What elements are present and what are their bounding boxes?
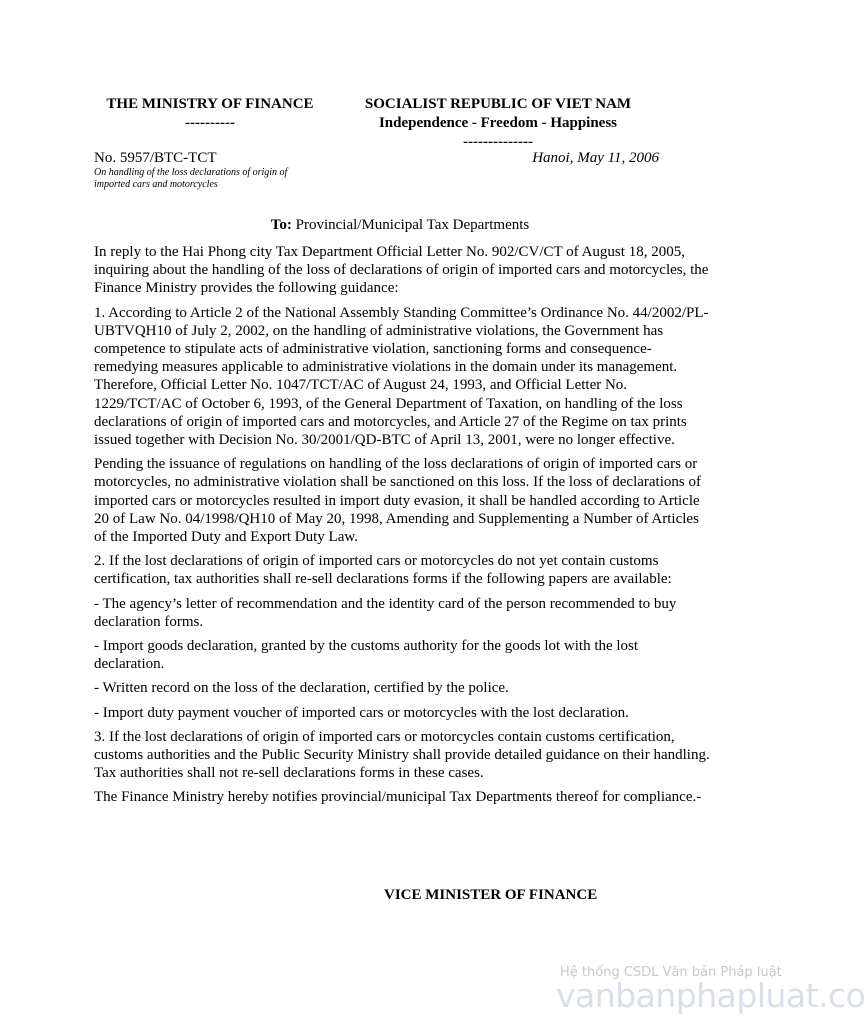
body-paragraph: - Written record on the loss of the declaration, certified by the police.	[94, 680, 509, 697]
body-paragraph: The Finance Ministry hereby notifies provincial/municipal Tax Departments thereof for compliance.-	[94, 789, 702, 806]
watermark-caption: Hệ thống CSDL Văn bản Pháp luật	[560, 965, 782, 980]
body-paragraph: 3. If the lost declarations of origin of imported cars or motorcycles contain customs certification, customs authorities and the Public Security Ministry shall provide detailed guidance on their handling. Tax authorities shall not re-sell declarations forms in these cases.	[94, 728, 710, 782]
body-paragraph: - The agency’s letter of recommendation and the identity card of the person recommended to buy declaration forms.	[94, 595, 677, 630]
ministry-rule: ----------	[185, 115, 235, 131]
body-paragraph: In reply to the Hai Phong city Tax Department Official Letter No. 902/CV/CT of August 18, 2005, inquiring about the handling of the loss of declarations of origin of imported cars and motorcycles, the Finance Ministry provides the following guidance:	[94, 244, 709, 297]
national-motto: Independence - Freedom - Happiness	[378, 115, 618, 131]
body-paragraph: - Import duty payment voucher of imported cars or motorcycles with the lost declaration.	[94, 704, 629, 721]
document-subject: On handling of the loss declarations of origin of imported cars and motorcycles	[94, 167, 288, 190]
recipient-text: Provincial/Municipal Tax Departments	[295, 217, 530, 233]
motto-rule: --------------	[463, 134, 533, 150]
signer-title: VICE MINISTER OF FINANCE	[384, 887, 598, 903]
body-paragraph: 1. According to Article 2 of the National Assembly Standing Committee’s Ordinance No. 44/2002/PL-UBTVQH10 of July 2, 2002, on the handling of administrative violations, the Government has competence to stipulate acts of administrative violation, sanctioning forms and consequence-remedying measures applicable to administrative violations in the domain under its management. Therefore, Official Letter No. 1047/TCT/AC of August 24, 1993, and Official Letter No. 1229/TCT/AC of October 6, 1993, of the General Department of Taxation, on handling of the loss declarations of origin of imported cars and motorcycles, and Article 27 of the Regime on tax prints issued together with Decision No. 30/2001/QD-BTC of April 13, 2001, were no longer effective.	[94, 304, 709, 449]
place-date: Hanoi, May 11, 2006	[532, 150, 659, 166]
ministry-header	[98, 95, 322, 133]
to-label: To:	[270, 217, 292, 233]
national-header	[352, 95, 644, 152]
body-paragraph: 2. If the lost declarations of origin of imported cars or motorcycles do not yet contain customs certification, tax authorities shall re-sell declarations forms if the following papers are available:	[94, 553, 672, 588]
watermark-site: vanbanphapluat.co	[556, 976, 865, 1015]
body-paragraph: - Import goods declaration, granted by the customs authority for the goods lot with the lost declaration.	[94, 638, 639, 673]
body-paragraph: Pending the issuance of regulations on handling of the loss declarations of origin of imported cars or motorcycles, no administrative violation shall be sanctioned on this loss. If the loss of declarations of imported cars or motorcycles resulted in import duty evasion, it shall be handled according to Article 20 of Law No. 04/1998/QH10 of May 20, 1998, Amending and Supplementing a Number of Articles of the Imported Duty and Export Duty Law.	[94, 456, 701, 546]
country-name: SOCIALIST REPUBLIC OF VIET NAM	[364, 96, 632, 112]
document-number: No. 5957/BTC-TCT	[94, 150, 217, 166]
ministry-name: THE MINISTRY OF FINANCE	[106, 96, 314, 112]
recipient-line	[94, 217, 706, 234]
letter-body	[94, 243, 710, 813]
